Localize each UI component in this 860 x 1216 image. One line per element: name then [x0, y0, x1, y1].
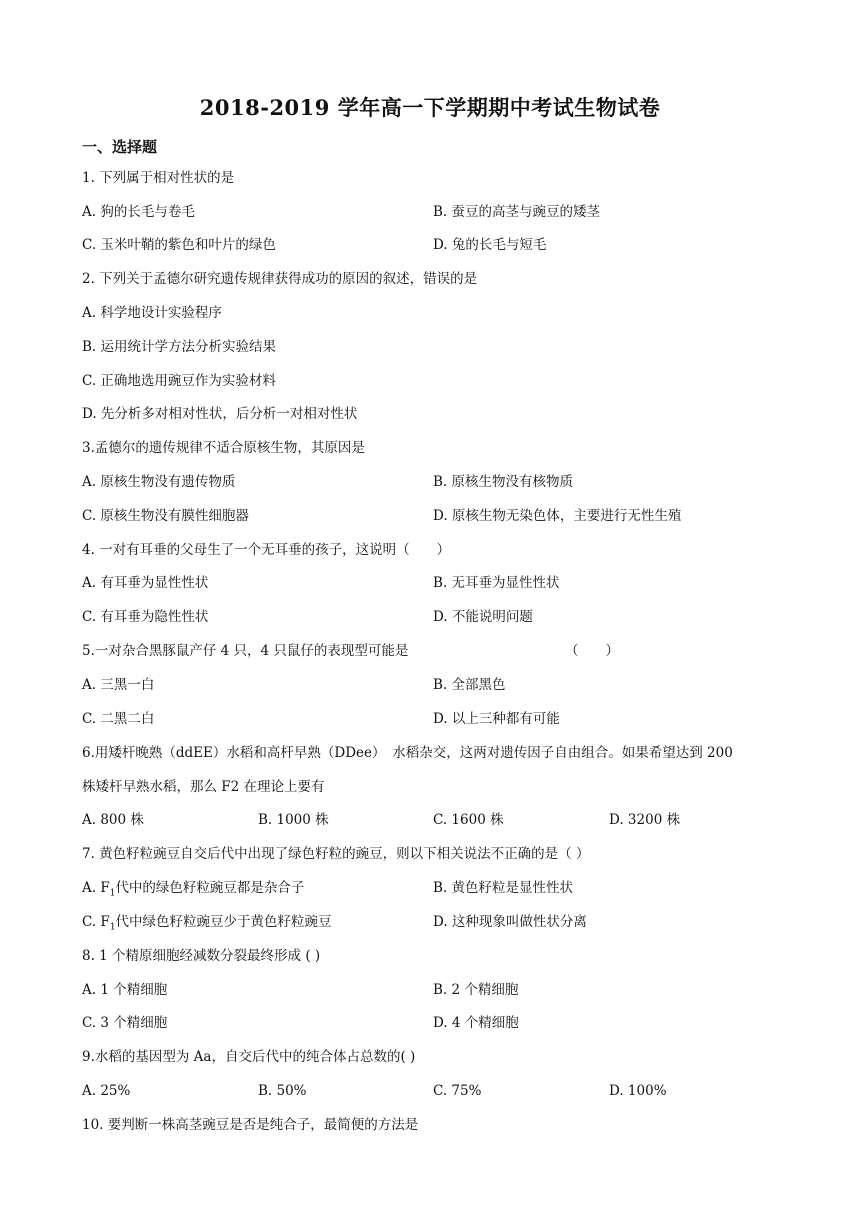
question-3-option-a: A. 原核生物没有遗传物质	[82, 474, 236, 490]
question-3-option-d: D. 原核生物无染色体，主要进行无性生殖	[433, 508, 682, 524]
page-title: 2018-2019 学年高一下学期期中考试生物试卷	[199, 95, 661, 120]
question-2-stem: 2. 下列关于孟德尔研究遗传规律获得成功的原因的叙述，错误的是	[82, 271, 478, 287]
question-6-option-d: D. 3200 株	[609, 812, 681, 828]
question-1-option-a: A. 狗的长毛与卷毛	[82, 204, 195, 220]
question-1-option-c: C. 玉米叶鞘的紫色和叶片的绿色	[82, 237, 276, 253]
question-8-option-a: A. 1 个精细胞	[82, 982, 168, 998]
question-6-stem: 6.用矮杆晚熟（ddEE）水稻和高杆早熟（DDee） 水稻杂交，这两对遗传因子自由组合。如果希望达到 200	[82, 745, 733, 761]
question-2-option-a: A. 科学地设计实验程序	[82, 305, 222, 321]
question-3-stem: 3.孟德尔的遗传规律不适合原核生物，其原因是	[82, 440, 365, 456]
question-6-stem-continued: 株矮杆早熟水稻，那么 F2 在理论上要有	[82, 779, 325, 795]
question-6-option-a: A. 800 株	[82, 812, 144, 828]
question-8-option-d: D. 4 个精细胞	[433, 1015, 519, 1031]
question-5-answer-blank: （ ）	[565, 643, 619, 659]
question-8-stem: 8. 1 个精原细胞经减数分裂最终形成 ( )	[82, 948, 321, 964]
question-6-option-b: B. 1000 株	[258, 812, 329, 828]
question-2-option-c: C. 正确地选用豌豆作为实验材料	[82, 373, 276, 389]
question-5-stem: 5.一对杂合黑豚鼠产仔 4 只，4 只鼠仔的表现型可能是	[82, 643, 409, 659]
question-7-option-d: D. 这种现象叫做性状分离	[433, 914, 587, 930]
question-7-option-a: A. $F_1$代中的绿色籽粒豌豆都是杂合子	[82, 880, 305, 899]
question-9-option-c: C. 75%	[433, 1083, 482, 1099]
question-2-option-d: D. 先分析多对相对性状，后分析一对相对性状	[82, 406, 358, 422]
question-5-option-a: A. 三黑一白	[82, 677, 155, 693]
question-1-option-b: B. 蚕豆的高茎与豌豆的矮茎	[433, 204, 601, 220]
question-8-option-c: C. 3 个精细胞	[82, 1015, 168, 1031]
section-heading: 一、选择题	[82, 138, 158, 156]
question-3-option-c: C. 原核生物没有膜性细胞器	[82, 508, 249, 524]
question-4-option-d: D. 不能说明问题	[433, 609, 533, 625]
question-1-option-d: D. 兔的长毛与短毛	[433, 237, 547, 253]
question-1-stem: 1. 下列属于相对性状的是	[82, 170, 235, 186]
question-8-option-b: B. 2 个精细胞	[433, 982, 519, 998]
question-9-option-b: B. 50%	[258, 1083, 307, 1099]
question-4-option-b: B. 无耳垂为显性性状	[433, 575, 560, 591]
question-3-option-b: B. 原核生物没有核物质	[433, 474, 574, 490]
question-9-stem: 9.水稻的基因型为 Aa，自交后代中的纯合体占总数的( )	[82, 1049, 416, 1065]
question-2-option-b: B. 运用统计学方法分析实验结果	[82, 339, 277, 355]
question-5-option-d: D. 以上三种都有可能	[433, 711, 560, 727]
question-7-option-c: C. $F_1$代中绿色籽粒豌豆少于黄色籽粒豌豆	[82, 914, 332, 933]
question-10-stem: 10. 要判断一株高茎豌豆是否是纯合子，最简便的方法是	[82, 1117, 419, 1133]
question-9-option-a: A. 25%	[82, 1083, 131, 1099]
question-7-option-b: B. 黄色籽粒是显性性状	[433, 880, 574, 896]
question-9-option-d: D. 100%	[609, 1083, 667, 1099]
question-4-stem: 4. 一对有耳垂的父母生了一个无耳垂的孩子，这说明（ ）	[82, 542, 451, 558]
question-6-option-c: C. 1600 株	[433, 812, 504, 828]
question-4-option-a: A. 有耳垂为显性性状	[82, 575, 209, 591]
question-7-stem: 7. 黄色籽粒豌豆自交后代中出现了绿色籽粒的豌豆，则以下相关说法不正确的是（ ）	[82, 846, 590, 862]
question-4-option-c: C. 有耳垂为隐性性状	[82, 609, 209, 625]
question-5-option-b: B. 全部黑色	[433, 677, 506, 693]
question-5-option-c: C. 二黑二白	[82, 711, 155, 727]
